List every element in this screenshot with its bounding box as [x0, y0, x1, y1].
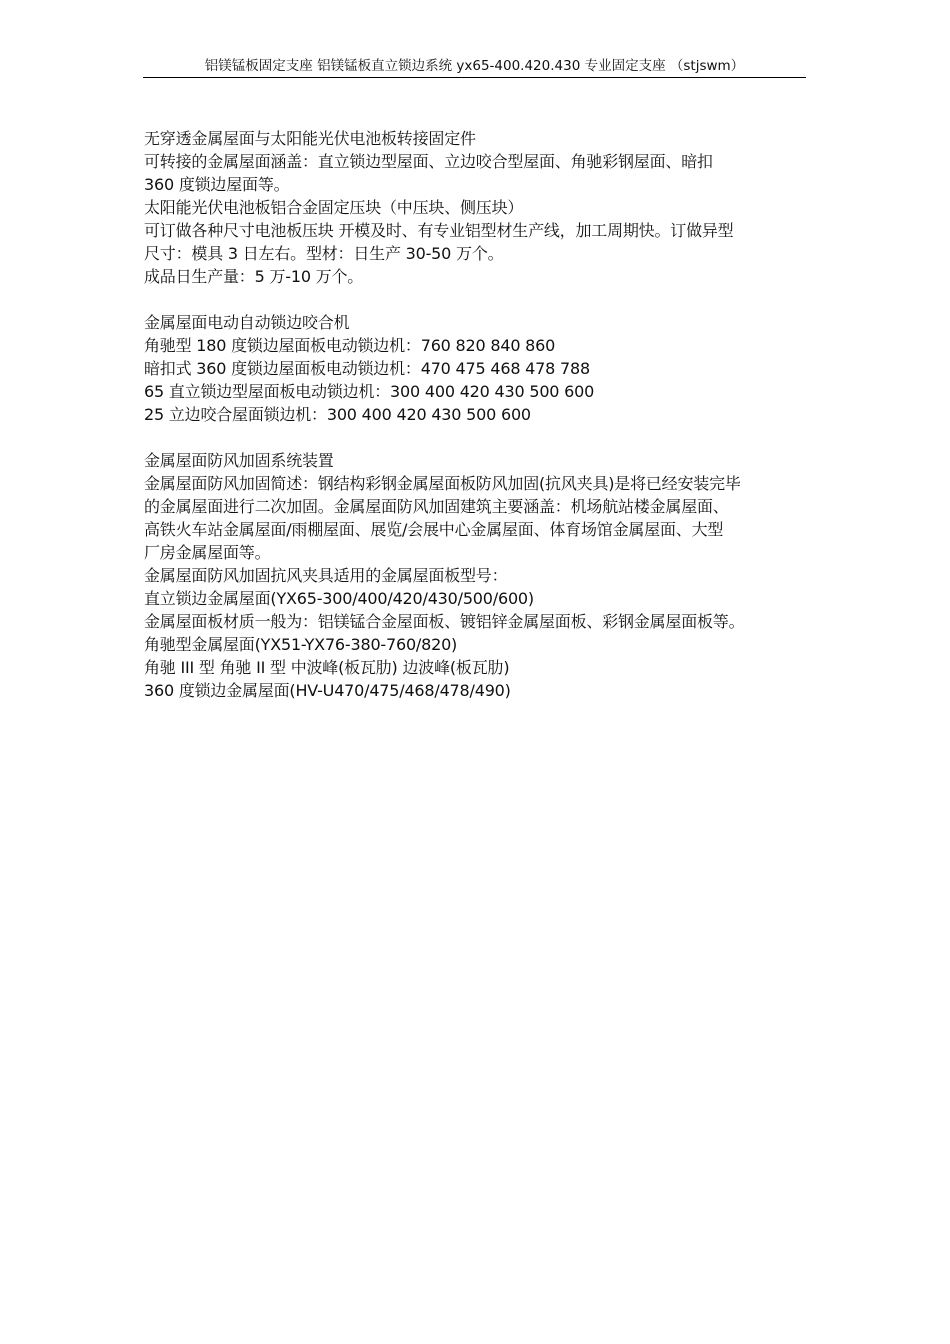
text-line: 暗扣式 360 度锁边屋面板电动锁边机：470 475 468 478 788 — [144, 359, 590, 378]
section-heading: 无穿透金属屋面与太阳能光伏电池板转接固定件 — [144, 129, 476, 148]
text-section — [144, 127, 809, 288]
text-line: 可订做各种尺寸电池板压块 开模及时、有专业铝型材生产线，加工周期快。订做异型 — [144, 221, 734, 240]
text-line: 角驰型 180 度锁边屋面板电动锁边机：760 820 840 860 — [144, 336, 556, 355]
text-line: 直立锁边金属屋面(YX65-300/400/420/430/500/600) — [144, 589, 534, 608]
section-spacer — [144, 426, 809, 449]
text-line: 太阳能光伏电池板铝合金固定压块（中压块、侧压块） — [144, 198, 524, 217]
section-spacer — [144, 288, 809, 311]
text-line: 角驰型金属屋面(YX51-YX76-380-760/820) — [144, 635, 458, 654]
text-line: 可转接的金属屋面涵盖：直立锁边型屋面、立边咬合型屋面、角驰彩钢屋面、暗扣 — [144, 152, 713, 171]
section-heading: 金属屋面防风加固系统装置 — [144, 451, 334, 470]
text-line: 金属屋面板材质一般为：铝镁锰合金屋面板、镀铝锌金属屋面板、彩钢金属屋面板等。 — [144, 612, 745, 631]
text-line: 厂房金属屋面等。 — [144, 543, 271, 562]
text-line: 360 度锁边金属屋面(HV-U470/475/468/478/490) — [144, 681, 511, 700]
text-section — [144, 311, 809, 426]
text-line: 尺寸：模具 3 日左右。型材：日生产 30-50 万个。 — [144, 244, 504, 263]
text-line: 金属屋面防风加固简述：钢结构彩钢金属屋面板防风加固(抗风夹具)是将已经安装完毕 — [144, 474, 741, 493]
text-line: 高铁火车站金属屋面/雨棚屋面、展览/会展中心金属屋面、体育场馆金属屋面、大型 — [144, 520, 724, 539]
text-line: 65 直立锁边型屋面板电动锁边机：300 400 420 430 500 600 — [144, 382, 595, 401]
text-line: 金属屋面防风加固抗风夹具适用的金属屋面板型号： — [144, 566, 508, 585]
text-line: 360 度锁边屋面等。 — [144, 175, 290, 194]
document-body — [144, 127, 809, 702]
page-header: 铝镁锰板固定支座 铝镁锰板直立锁边系统 yx65-400.420.430 专业固定支座 （stjswm） — [143, 56, 806, 78]
text-line: 角驰 III 型 角驰 II 型 中波峰(板瓦肋) 边波峰(板瓦肋) — [144, 658, 510, 677]
text-section — [144, 449, 809, 702]
text-line: 成品日生产量：5 万-10 万个。 — [144, 267, 364, 286]
text-line: 的金属屋面进行二次加固。金属屋面防风加固建筑主要涵盖：机场航站楼金属屋面、 — [144, 497, 729, 516]
text-line: 25 立边咬合屋面锁边机：300 400 420 430 500 600 — [144, 405, 531, 424]
section-heading: 金属屋面电动自动锁边咬合机 — [144, 313, 350, 332]
